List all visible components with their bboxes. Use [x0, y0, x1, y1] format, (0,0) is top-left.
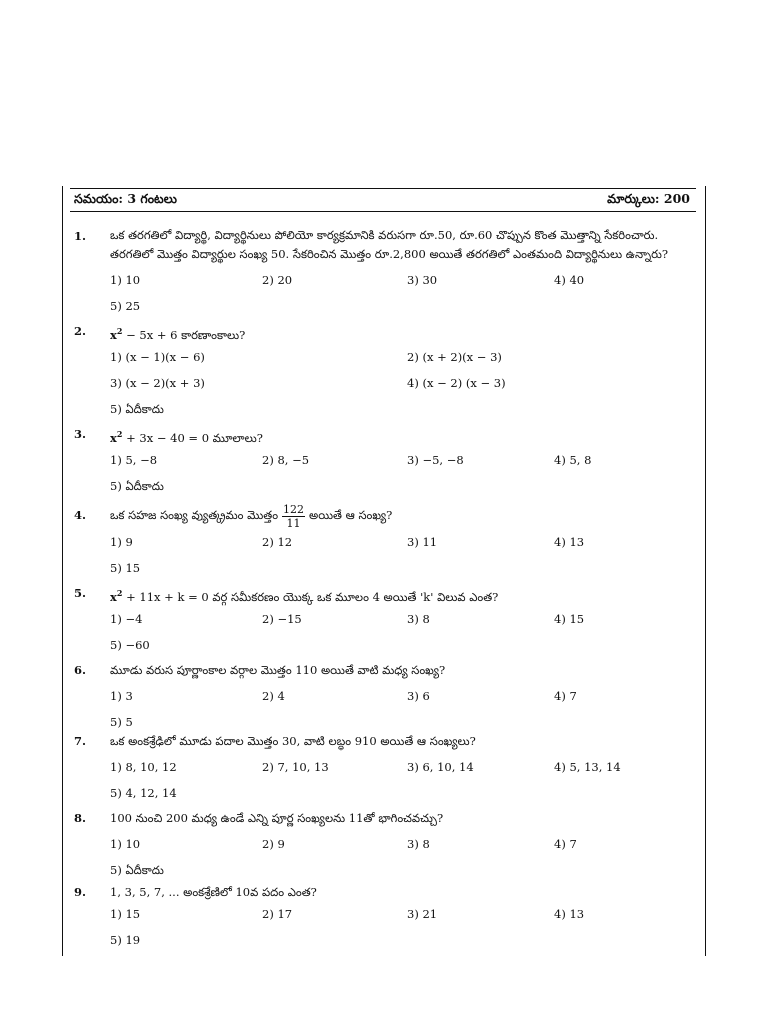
option-2[interactable]: 2) −15: [262, 612, 302, 626]
option-2[interactable]: 2) 17: [262, 907, 293, 921]
question-9: [74, 882, 700, 950]
question-text: 1, 3, 5, 7, ... అంకశ్రేణిలో 10వ పదం ఎంత?: [110, 885, 317, 899]
option-3[interactable]: 3) 8: [407, 612, 430, 626]
question-number: 5.: [74, 586, 87, 600]
option-3[interactable]: 3) 21: [407, 907, 438, 921]
marks-label: మార్కులు: 200: [607, 190, 690, 206]
option-3[interactable]: 3) 6, 10, 14: [407, 760, 474, 774]
option-5[interactable]: 5) ఏదీకాదు: [110, 479, 164, 493]
option-4[interactable]: 4) 13: [554, 535, 585, 549]
question-2: [74, 321, 700, 419]
option-2[interactable]: 2) 8, −5: [262, 453, 310, 467]
option-5[interactable]: 5) ఏదీకాదు: [110, 402, 164, 416]
question-text: ఒక అంకశ్రేఢిలో మూడు పదాల మొత్తం 30, వాటి లబ్ధం 910 అయితే ఆ సంఖ్యలు?: [110, 734, 476, 748]
option-1[interactable]: 1) 5, −8: [110, 453, 158, 467]
option-3[interactable]: 3) 30: [407, 273, 438, 287]
time-label: సమయం: 3 గంటలు: [74, 190, 177, 206]
question-8: [74, 808, 700, 880]
question-number: 9.: [74, 885, 87, 899]
question-7: [74, 731, 700, 803]
option-1[interactable]: 1) −4: [110, 612, 143, 626]
option-4[interactable]: 4) 5, 13, 14: [554, 760, 621, 774]
option-3[interactable]: 3) (x − 2)(x + 3): [110, 376, 205, 390]
question-text: మూడు వరుస పూర్ణాంకాల వర్గాల మొత్తం 110 అయితే వాటి మధ్య సంఖ్య?: [110, 663, 446, 677]
question-number: 3.: [74, 427, 87, 441]
option-5[interactable]: 5) 15: [110, 561, 141, 575]
option-2[interactable]: 2) 9: [262, 837, 285, 851]
option-1[interactable]: 1) 3: [110, 689, 133, 703]
option-3[interactable]: 3) −5, −8: [407, 453, 464, 467]
question-text: $x^2 + 3x - 40 = 0$ మూలాలు?: [110, 429, 263, 445]
question-number: 6.: [74, 663, 87, 677]
option-5[interactable]: 5) 25: [110, 299, 141, 313]
option-3[interactable]: 3) 11: [407, 535, 438, 549]
option-5[interactable]: 5) −60: [110, 638, 150, 652]
option-4[interactable]: 4) 15: [554, 612, 585, 626]
option-2[interactable]: 2) (x + 2)(x − 3): [407, 350, 502, 364]
fraction: $\frac{122}{11}$: [283, 502, 305, 530]
option-1[interactable]: 1) 10: [110, 273, 141, 287]
question-number: 8.: [74, 811, 87, 825]
question-text: 100 నుంచి 200 మధ్య ఉండే ఎన్ని పూర్ణ సంఖ్యలను 11తో భాగించవచ్చు?: [110, 811, 444, 825]
option-1[interactable]: 1) 15: [110, 907, 141, 921]
option-2[interactable]: 2) 4: [262, 689, 285, 703]
option-1[interactable]: 1) 9: [110, 535, 133, 549]
question-5: [74, 583, 700, 655]
question-text: $x^2 - 5x + 6$ కారణాంకాలు?: [110, 326, 246, 342]
option-4[interactable]: 4) 7: [554, 837, 577, 851]
option-4[interactable]: 4) 5, 8: [554, 453, 592, 467]
question-text: ఒక తరగతిలో విద్యార్థి, విద్యార్థినులు పోలియో కార్యక్రమానికి వరుసగా రూ.50, రూ.60 చొప్పున కొంత మొత్తాన్ని సేకరించారు. తరగతిలో మొత్తం విద్యార్థుల సంఖ్య 50. సేకరించిన మొత్తం రూ.2,800 అయితే తరగతిలో ఎంతమంది విద్యార్థినులు ఉన్నారు?: [110, 228, 669, 261]
option-5[interactable]: 5) 5: [110, 715, 133, 729]
option-4[interactable]: 4) (x − 2) (x − 3): [407, 376, 506, 390]
option-2[interactable]: 2) 20: [262, 273, 293, 287]
option-2[interactable]: 2) 12: [262, 535, 293, 549]
option-2[interactable]: 2) 7, 10, 13: [262, 760, 329, 774]
option-4[interactable]: 4) 13: [554, 907, 585, 921]
option-3[interactable]: 3) 8: [407, 837, 430, 851]
question-text: ఒక సహజ సంఖ్య వ్యుత్క్రమం మొత్తం $\frac{122}{11}$ అయితే ఆ సంఖ్య?: [110, 502, 393, 530]
option-1[interactable]: 1) 10: [110, 837, 141, 851]
question-1: [74, 226, 700, 316]
question-6: [74, 660, 700, 732]
option-1[interactable]: 1) (x − 1)(x − 6): [110, 350, 205, 364]
option-3[interactable]: 3) 6: [407, 689, 430, 703]
option-5[interactable]: 5) ఏదీకాదు: [110, 863, 164, 877]
question-number: 4.: [74, 508, 87, 522]
option-5[interactable]: 5) 19: [110, 933, 141, 947]
question-number: 7.: [74, 734, 87, 748]
question-number: 1.: [74, 229, 87, 243]
question-3: [74, 424, 700, 496]
question-4: [74, 500, 700, 578]
option-4[interactable]: 4) 7: [554, 689, 577, 703]
option-5[interactable]: 5) 4, 12, 14: [110, 786, 177, 800]
option-4[interactable]: 4) 40: [554, 273, 585, 287]
question-text: $x^2 + 11x + k = 0$ వర్గ సమీకరణం యొక్క ఒక మూలం 4 అయితే 'k' విలువ ఎంత?: [110, 588, 499, 604]
question-number: 2.: [74, 324, 87, 338]
exam-header: [70, 188, 696, 212]
option-1[interactable]: 1) 8, 10, 12: [110, 760, 177, 774]
